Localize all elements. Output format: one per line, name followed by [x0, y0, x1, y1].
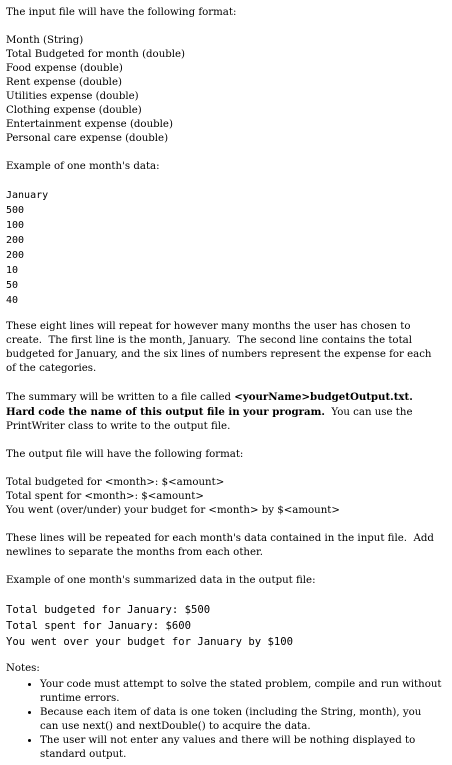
output-format-line: Total budgeted for <month>: $<amount>: [6, 477, 225, 488]
format-line: Entertainment expense (double): [6, 119, 173, 130]
example-data-block: [6, 188, 442, 308]
output-format-list: [6, 476, 442, 518]
input-format-list: [6, 34, 442, 146]
hard-code-instruction: Hard code the name of this output file in your program.: [6, 406, 325, 418]
example-line: 200: [6, 250, 25, 261]
example-line: 100: [6, 220, 25, 231]
example-line: 500: [6, 205, 25, 216]
summary-example-block: [6, 602, 442, 650]
summary-example-heading: Example of one month's summarized data in the output file:: [6, 575, 316, 586]
summary-text: You can use the PrintWriter class to write to the output file.: [6, 407, 416, 432]
example-line: January: [6, 190, 49, 201]
output-filename: <yourName>budgetOutput.txt.: [234, 391, 413, 403]
repeat-paragraph: These eight lines will repeat for however many months the user has chosen to create. The first line is the month, January. The second line contains the total budgeted for January, and the six lines of numbers represent the expense for each of the categories.: [6, 321, 435, 374]
output-format-line: You went (over/under) your budget for <month> by $<amount>: [6, 505, 340, 516]
format-line: Food expense (double): [6, 63, 123, 74]
note-item: • The user will not enter any values and there will be nothing displayed to standard output.: [40, 734, 442, 762]
summary-example-line: Total spent for January: $600: [6, 620, 191, 632]
example-line: 40: [6, 295, 19, 306]
format-line: Personal care expense (double): [6, 133, 169, 144]
notes-list: [6, 678, 442, 762]
notes-heading: Notes:: [6, 663, 40, 674]
summary-paragraph: [6, 390, 442, 434]
format-line: Rent expense (double): [6, 77, 122, 88]
summary-text: [413, 392, 419, 403]
summary-example-line: Total budgeted for January: $500: [6, 604, 211, 616]
note-item: • Your code must attempt to solve the stated problem, compile and run without runtime errors.: [40, 678, 442, 706]
example-heading: Example of one month's data:: [6, 161, 160, 172]
example-line: 10: [6, 265, 19, 276]
input-format-intro: The input file will have the following format:: [6, 7, 237, 18]
summary-example-line: You went over your budget for January by $100: [6, 636, 294, 648]
output-format-line: Total spent for <month>: $<amount>: [6, 491, 204, 502]
example-line: 50: [6, 280, 19, 291]
example-line: 200: [6, 235, 25, 246]
note-item: • Because each item of data is one token (including the String, month), you can use next() and nextDouble() to acquire the data.: [40, 706, 442, 734]
output-repeat-paragraph: These lines will be repeated for each month's data contained in the input file. Add newlines to separate the months from each other.: [6, 533, 438, 558]
summary-text: The summary will be written to a file called: [6, 392, 235, 403]
output-format-intro: The output file will have the following format:: [6, 449, 244, 460]
format-line: Utilities expense (double): [6, 91, 139, 102]
format-line: Clothing expense (double): [6, 105, 142, 116]
format-line: Month (String): [6, 35, 84, 46]
format-line: Total Budgeted for month (double): [6, 49, 186, 60]
